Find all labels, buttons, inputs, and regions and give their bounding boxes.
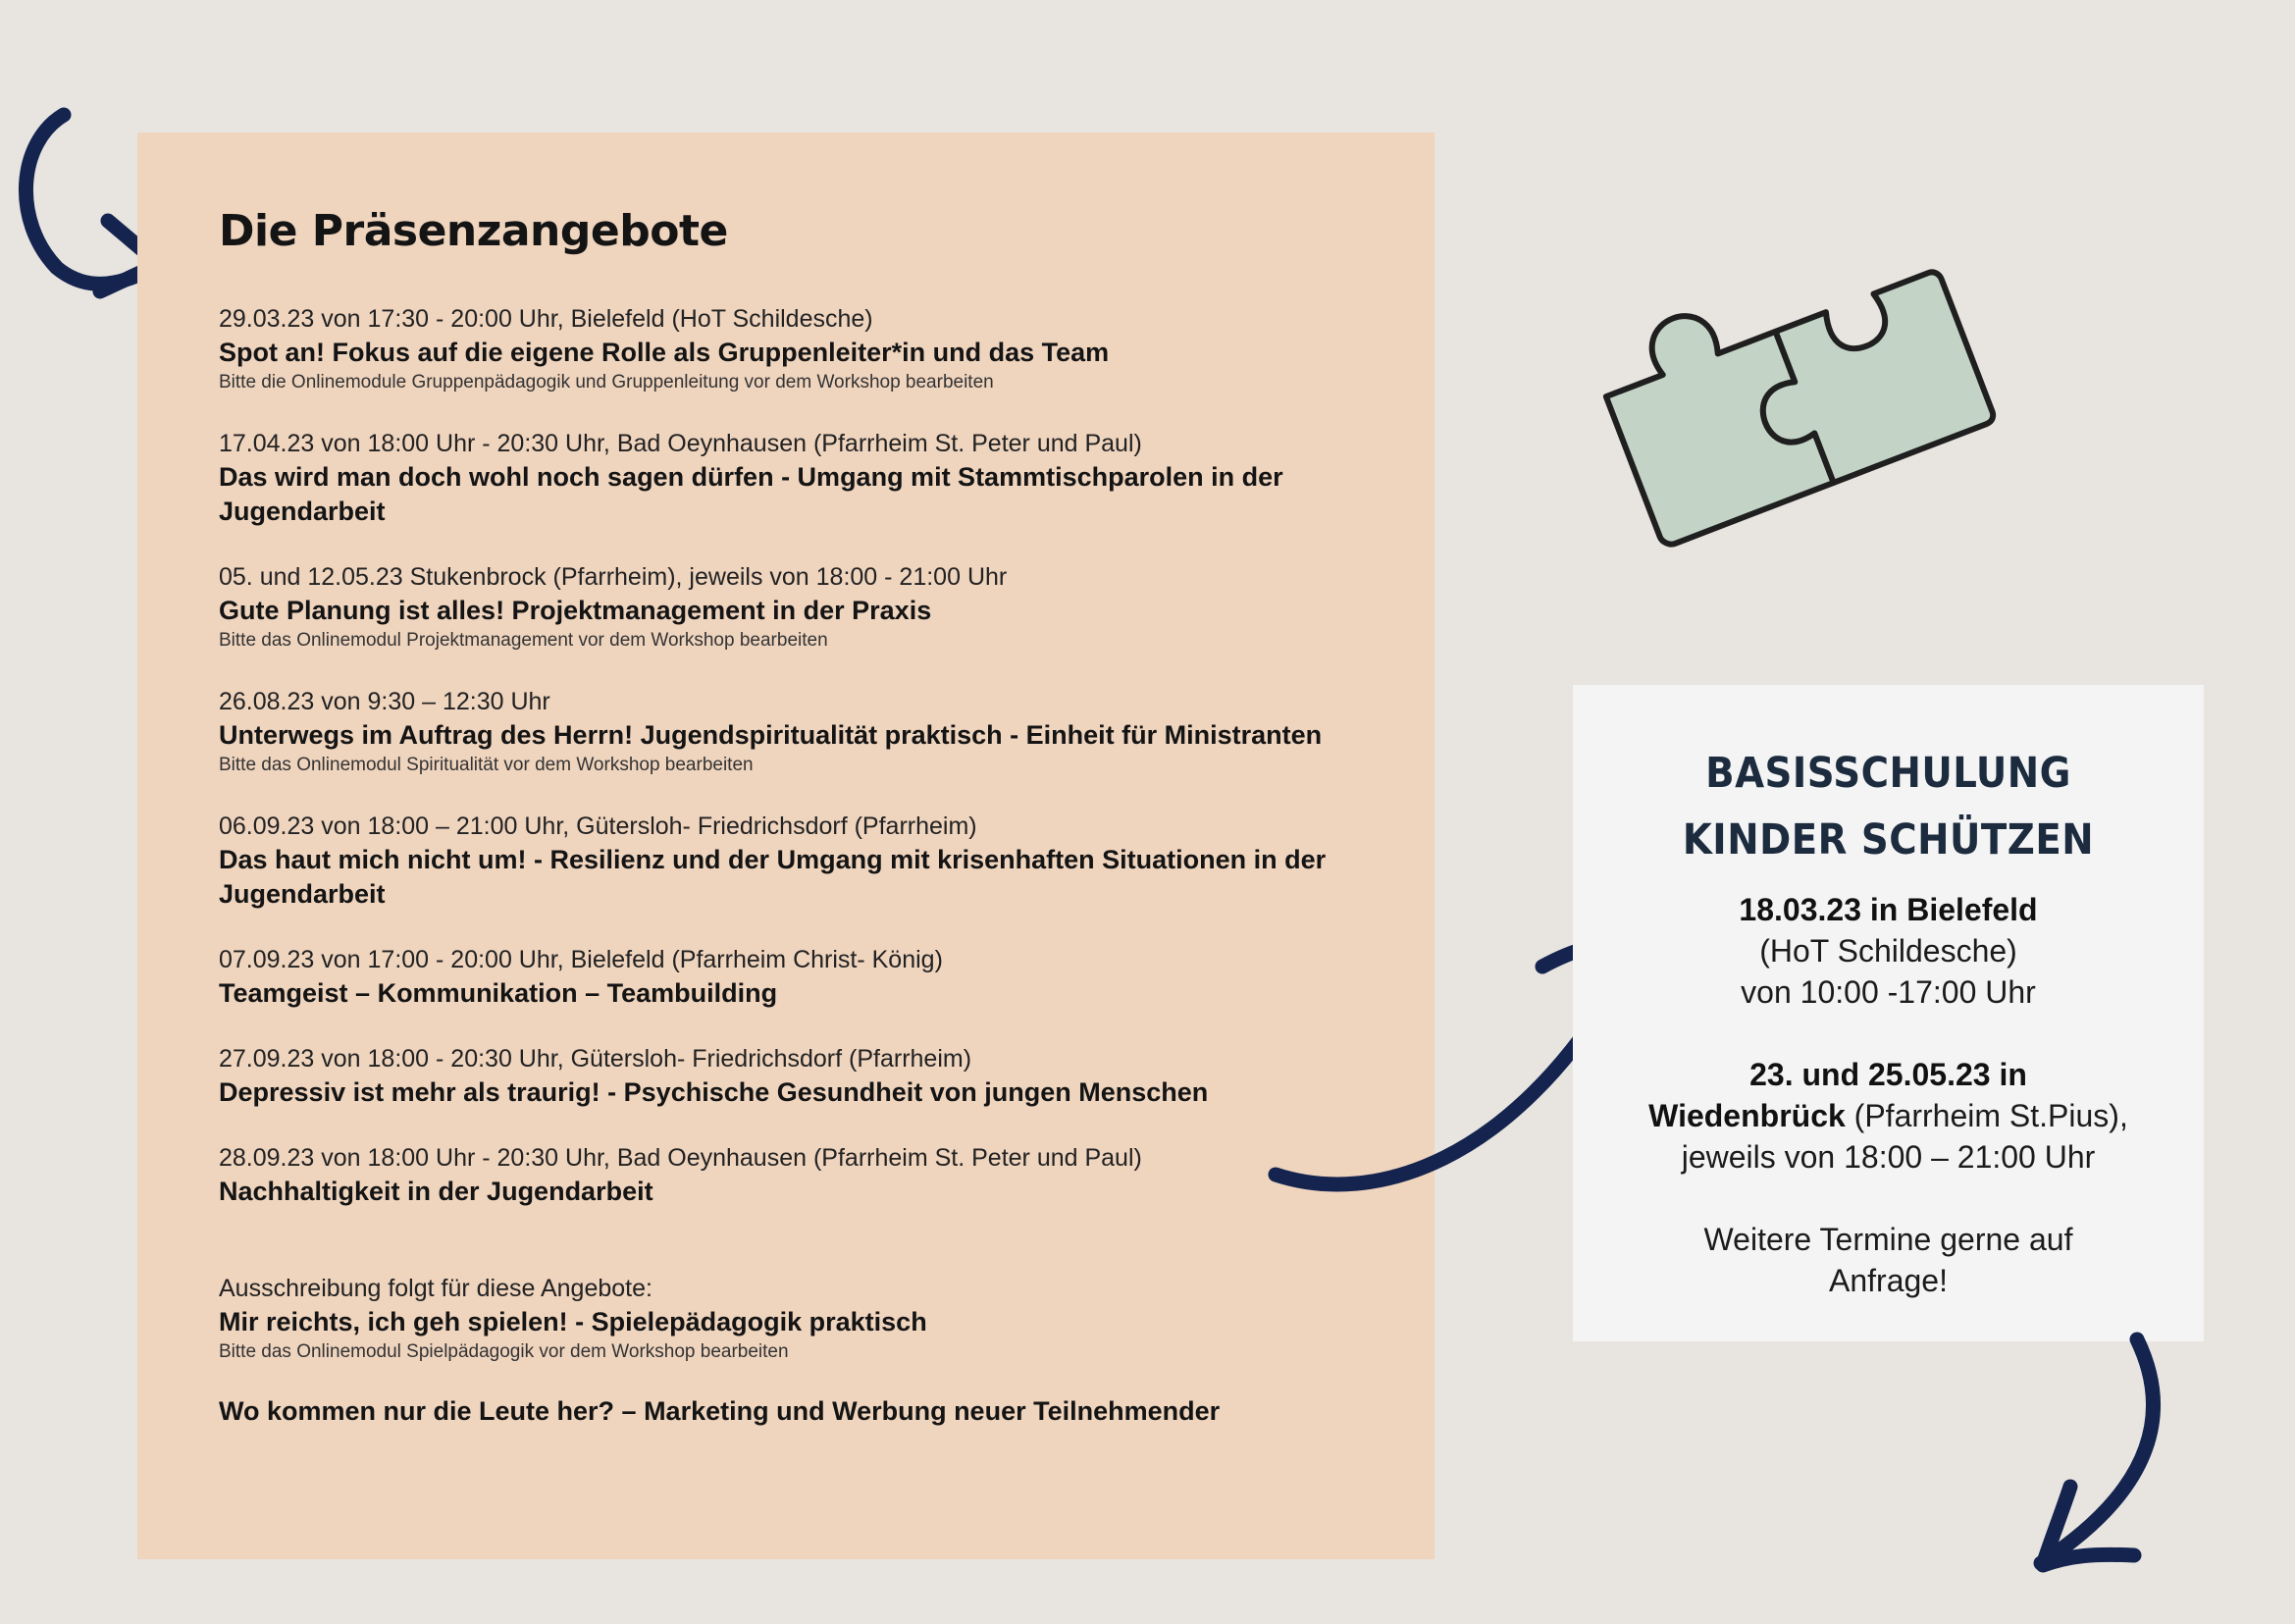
event-title: Teamgeist – Kommunikation – Teambuilding xyxy=(219,978,778,1008)
date2-location: Wiedenbrück xyxy=(1648,1098,1846,1133)
event-item-4 xyxy=(219,685,1347,778)
curved-arrow-icon-bottom-right xyxy=(2002,1330,2188,1580)
event-title: Spot an! Fokus auf die eigene Rolle als Gruppenleiter*in und das Team xyxy=(219,338,1110,367)
upcoming-intro: Ausschreibung folgt für diese Angebote: xyxy=(219,1275,652,1302)
date1-place: (HoT Schildesche) xyxy=(1759,933,2017,969)
event-item-3 xyxy=(219,560,1347,654)
event-item-7 xyxy=(219,1042,1347,1110)
more-line-2: Anfrage! xyxy=(1829,1263,1948,1298)
upcoming-note-1: Bitte das Onlinemodul Spielpädagogik vor dem Workshop bearbeiten xyxy=(219,1341,789,1362)
event-item-5 xyxy=(219,810,1347,912)
date2-title: 23. und 25.05.23 in xyxy=(1749,1057,2027,1092)
praesenz-title: Die Präsenzangebote xyxy=(219,206,728,256)
date-block-bielefeld xyxy=(1573,889,2204,1013)
event-item-2 xyxy=(219,427,1347,529)
event-title: Das wird man doch wohl noch sagen dürfen - Umgang mit Stammtischparolen in der Jugendarbeit xyxy=(219,462,1283,526)
upcoming-title-1: Mir reichts, ich geh spielen! - Spielepädagogik praktisch xyxy=(219,1307,927,1336)
upcoming-title-2: Wo kommen nur die Leute her? – Marketing und Werbung neuer Teilnehmender xyxy=(219,1396,1221,1426)
heading-line-2: KINDER SCHÜTZEN xyxy=(1682,815,2095,864)
event-date-place: 05. und 12.05.23 Stukenbrock (Pfarrheim), jeweils von 18:00 - 21:00 Uhr xyxy=(219,563,1008,591)
event-date-place: 29.03.23 von 17:30 - 20:00 Uhr, Bielefeld (HoT Schildesche) xyxy=(219,305,873,333)
event-note: Bitte die Onlinemodule Gruppenpädagogik und Gruppenleitung vor dem Workshop bearbeiten xyxy=(219,372,994,393)
event-note: Bitte das Onlinemodul Projektmanagement vor dem Workshop bearbeiten xyxy=(219,630,828,651)
date2-place: (Pfarrheim St.Pius), xyxy=(1845,1098,2128,1133)
event-date-place: 07.09.23 von 17:00 - 20:00 Uhr, Bielefeld (Pfarrheim Christ- König) xyxy=(219,946,943,973)
event-date-place: 27.09.23 von 18:00 - 20:30 Uhr, Gütersloh- Friedrichsdorf (Pfarrheim) xyxy=(219,1045,972,1073)
event-item-6 xyxy=(219,943,1347,1011)
event-title: Unterwegs im Auftrag des Herrn! Jugendspiritualität praktisch - Einheit für Ministranten xyxy=(219,720,1323,750)
event-note: Bitte das Onlinemodul Spiritualität vor dem Workshop bearbeiten xyxy=(219,755,754,775)
event-date-place: 17.04.23 von 18:00 Uhr - 20:30 Uhr, Bad Oeynhausen (Pfarrheim St. Peter und Paul) xyxy=(219,430,1142,457)
heading-line-1: BASISSCHULUNG xyxy=(1705,749,2071,798)
event-list xyxy=(219,302,1347,1240)
more-line-1: Weitere Termine gerne auf xyxy=(1703,1222,2073,1257)
event-title: Gute Planung ist alles! Projektmanagement in der Praxis xyxy=(219,596,932,625)
event-date-place: 06.09.23 von 18:00 – 21:00 Uhr, Gütersloh- Friedrichsdorf (Pfarrheim) xyxy=(219,812,977,840)
date1-title: 18.03.23 in Bielefeld xyxy=(1739,892,2038,927)
date2-time: jeweils von 18:00 – 21:00 Uhr xyxy=(1681,1139,2096,1175)
event-date-place: 28.09.23 von 18:00 Uhr - 20:30 Uhr, Bad Oeynhausen (Pfarrheim St. Peter und Paul) xyxy=(219,1144,1142,1172)
event-item-1 xyxy=(219,302,1347,395)
date1-time: von 10:00 -17:00 Uhr xyxy=(1741,974,2036,1010)
puzzle-icon xyxy=(1580,236,2011,559)
more-dates-note xyxy=(1573,1219,2204,1301)
basisschulung-box xyxy=(1573,685,2204,1341)
event-date-place: 26.08.23 von 9:30 – 12:30 Uhr xyxy=(219,688,550,715)
event-item-8 xyxy=(219,1141,1347,1209)
date-block-wiedenbrueck xyxy=(1573,1054,2204,1178)
event-title: Nachhaltigkeit in der Jugendarbeit xyxy=(219,1177,653,1206)
basisschulung-heading xyxy=(1573,740,2204,873)
upcoming-offers xyxy=(219,1272,1347,1429)
event-title: Das haut mich nicht um! - Resilienz und der Umgang mit krisenhaften Situationen in der Jugendarbeit xyxy=(219,845,1327,909)
event-title: Depressiv ist mehr als traurig! - Psychische Gesundheit von jungen Menschen xyxy=(219,1077,1209,1107)
